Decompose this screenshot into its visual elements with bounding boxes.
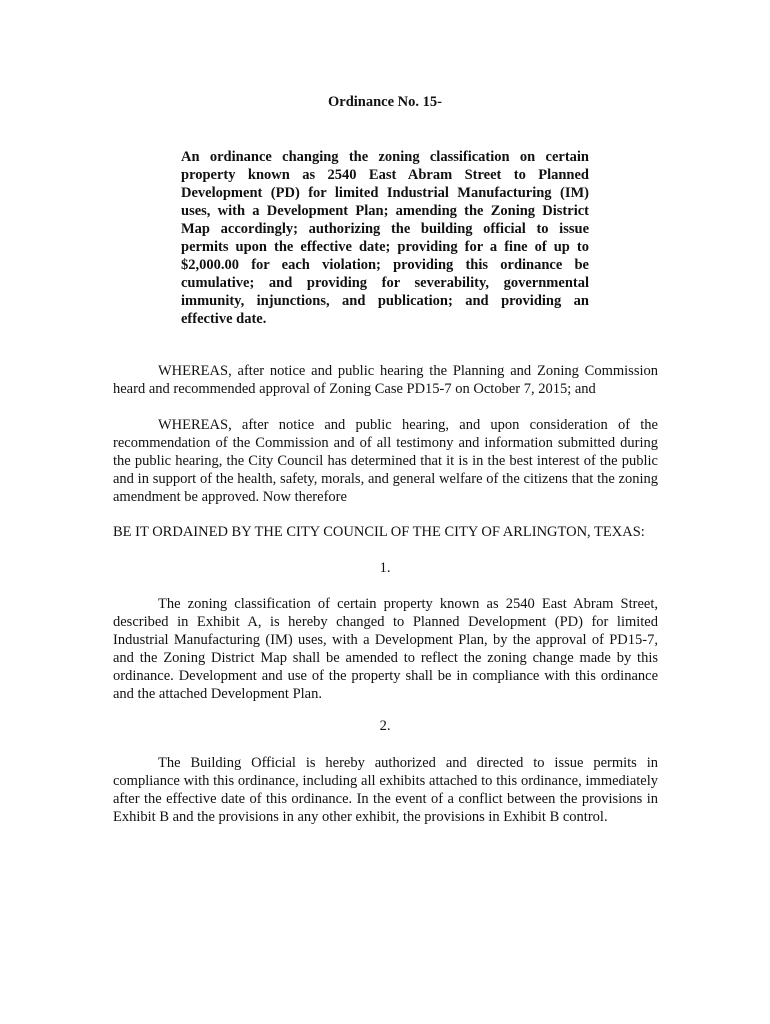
section-number-2: 2.: [379, 718, 391, 734]
ordinance-title: Ordinance No. 15-: [328, 94, 442, 110]
whereas-paragraph-1: WHEREAS, after notice and public hearing the Planning and Zoning Commission heard and recommended approval of Zoning Case PD15-7 on October 7, 2015; and: [113, 363, 658, 397]
ordinance-caption: An ordinance changing the zoning classification on certain property known as 2540 East Abram Street to Planned Development (PD) for limited Industrial Manufacturing (IM) uses, with a Development Plan; amending the Zoning District Map accordingly; authorizing the building official to issue permits upon the effective date; providing for a fine of up to $2,000.00 for each violation; providing this ordinance be cumulative; and providing for severability, governmental immunity, injunctions, and publication; and providing an effective date.: [181, 149, 589, 327]
ordained-clause: BE IT ORDAINED BY THE CITY COUNCIL OF THE CITY OF ARLINGTON, TEXAS:: [113, 524, 645, 540]
section-1-text: The zoning classification of certain property known as 2540 East Abram Street, described in Exhibit A, is hereby changed to Planned Development (PD) for limited Industrial Manufacturing (IM) uses, with a Development Plan, by the approval of PD15-7, and the Zoning District Map shall be amended to reflect the zoning change made by this ordinance. Development and use of the property shall be in compliance with this ordinance and the attached Development Plan.: [113, 596, 658, 702]
section-number-1: 1.: [379, 560, 391, 576]
whereas-paragraph-2: WHEREAS, after notice and public hearing, and upon consideration of the recommendation of the Commission and of all testimony and information submitted during the public hearing, the City Council has determined that it is in the best interest of the public and in support of the health, safety, morals, and general welfare of the citizens that the zoning amendment be approved. Now therefore: [113, 417, 658, 505]
section-2-text: The Building Official is hereby authorized and directed to issue permits in compliance with this ordinance, including all exhibits attached to this ordinance, immediately after the effective date of this ordinance. In the event of a conflict between the provisions in Exhibit B and the provisions in any other exhibit, the provisions in Exhibit B control.: [113, 755, 658, 825]
